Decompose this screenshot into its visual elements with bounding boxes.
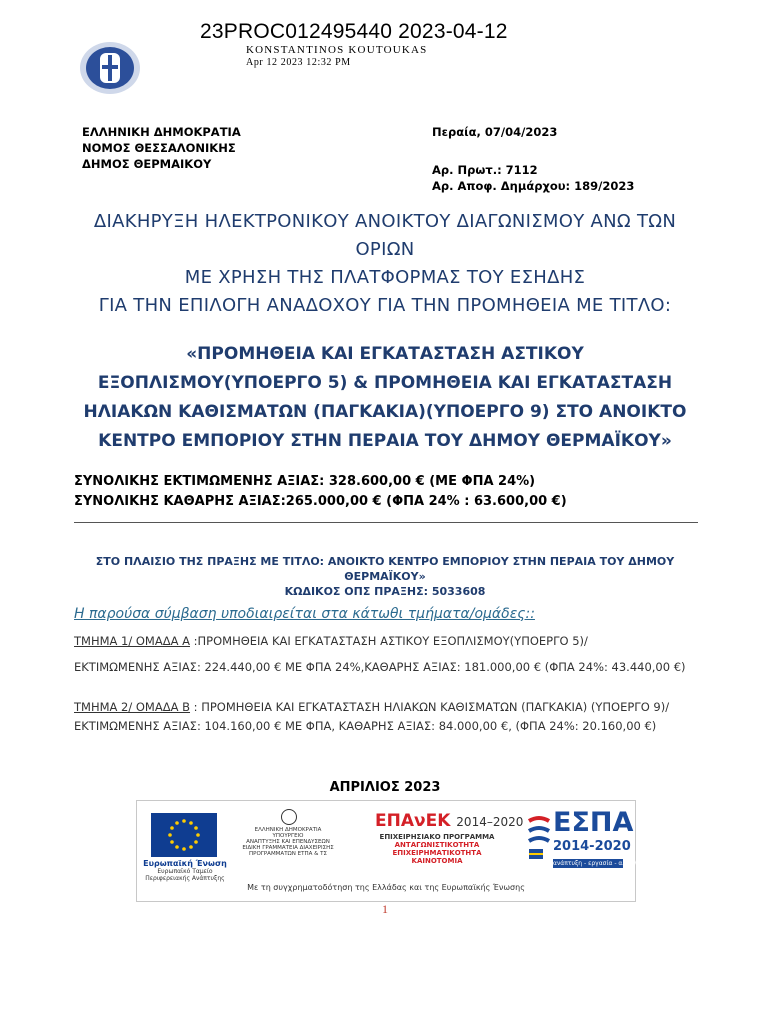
reference-block bbox=[432, 124, 634, 194]
lot-2-text: : ΠΡΟΜΗΘΕΙΑ ΚΑΙ ΕΓΚΑΤΑΣΤΑΣΗ ΗΛΙΑΚΩΝ ΚΑΘΙΣΜΑΤΩΝ (ΠΑΓΚΑΚΙΑ) (ΥΠΟΕΡΓΟ 9)/ΕΚΤΙΜΩΜΕΝΗΣ ΑΞΙΑΣ: 104.160,00 € ΜΕ ΦΠΑ, ΚΑΘΑΡΗΣ ΑΞΙΑΣ: 84.000,00 €, (ΦΠΑ 24%: 20.160,00 €) bbox=[74, 700, 670, 733]
decision-number: Αρ. Αποφ. Δημάρχου: 189/2023 bbox=[432, 179, 635, 193]
page-number: 1 bbox=[382, 902, 388, 916]
issuer-municipality: ΔΗΜΟΣ ΘΕΡΜΑΙΚΟΥ bbox=[82, 157, 212, 171]
title-line: ΓΙΑ ΤΗΝ ΕΠΙΛΟΓΗ ΑΝΑΔΟΧΟΥ ΓΙΑ ΤΗΝ ΠΡΟΜΗΘΕΙΑ ΜΕ ΤΙΤΛΟ: bbox=[98, 295, 672, 316]
subject-line: «ΠΡΟΜΗΘΕΙΑ ΚΑΙ ΕΓΚΑΤΑΣΤΑΣΗ ΑΣΤΙΚΟΥ bbox=[186, 344, 584, 364]
eu-flag-icon bbox=[151, 813, 217, 857]
title-line: ΔΙΑΚΗΡΥΞΗ ΗΛΕΚΤΡΟΝΙΚΟΥ ΑΝΟΙΚΤΟΥ ΔΙΑΓΩΝΙΣΜΟΥ ΑΝΩ ΤΩΝ bbox=[93, 211, 677, 232]
ministry-line: ΥΠΟΥΡΓΕΙΟ bbox=[272, 833, 304, 839]
lot-2-label: ΤΜΗΜΑ 2/ ΟΜΑΔΑ Β bbox=[74, 700, 191, 714]
procurement-subject bbox=[60, 340, 710, 456]
epanek-program bbox=[367, 833, 507, 865]
cofunding-note: Με τη συγχρηματοδότηση της Ελλάδας και της Ευρωπαϊκής Ένωσης bbox=[247, 883, 525, 892]
declaration-title bbox=[60, 208, 710, 320]
lot-1-text: :ΠΡΟΜΗΘΕΙΑ ΚΑΙ ΕΓΚΑΤΑΣΤΑΣΗ ΑΣΤΙΚΟΥ ΕΞΟΠΛΙΣΜΟΥ(ΥΠΟΕΡΓΟ 5)/ bbox=[189, 634, 588, 648]
digital-signer: KONSTANTINOS KOUTOUKAS bbox=[246, 44, 428, 56]
lot-1-label: ΤΜΗΜΑ 1/ ΟΜΑΔΑ Α bbox=[74, 634, 190, 648]
subject-line: ΗΛΙΑΚΩΝ ΚΑΘΙΣΜΑΤΩΝ (ΠΑΓΚΑΚΙΑ)(ΥΠΟΕΡΓΟ 9) ΣΤΟ ΑΝΟΙΚΤΟ bbox=[83, 402, 687, 422]
net-value: ΣΥΝΟΛΙΚΗΣ ΚΑΘΑΡΗΣ ΑΞΙΑΣ:265.000,00 € (ΦΠΑ 24% : 63.600,00 €) bbox=[74, 494, 567, 509]
epanek-line: ΕΠΙΧΕΙΡΗΣΙΑΚΟ ΠΡΟΓΡΑΜΜΑ bbox=[379, 833, 495, 841]
ministry-line: ΑΝΑΠΤΥΞΗΣ ΚΑΙ ΕΠΕΝΔΥΣΕΩΝ bbox=[246, 839, 330, 845]
issue-date: Περαία, 07/04/2023 bbox=[432, 125, 558, 139]
funding-banner bbox=[136, 800, 655, 902]
protocol-number: Αρ. Πρωτ.: 7112 bbox=[432, 163, 538, 177]
ministry-line: ΠΡΟΓΡΑΜΜΑΤΩΝ ΕΤΠΑ & ΤΣ bbox=[249, 851, 327, 857]
espa-years: 2014-2020 bbox=[553, 839, 631, 854]
eu-label bbox=[143, 859, 227, 882]
espa-waves-icon bbox=[527, 813, 551, 869]
epanek-line: ΕΠΙΧΕΙΡΗΜΑΤΙΚΟΤΗΤΑ bbox=[392, 849, 482, 857]
epanek-name: ΕΠΑνΕΚ bbox=[375, 811, 451, 831]
signature-date: Apr 12 2023 12:32 PM bbox=[246, 57, 351, 68]
issuer-prefecture: ΝΟΜΟΣ ΘΕΣΣΑΛΟΝΙΚΗΣ bbox=[82, 141, 236, 155]
eu-label-line: Ευρωπαϊκή Ένωση bbox=[143, 859, 227, 868]
greek-emblem-icon bbox=[281, 809, 297, 825]
epanek-line: ΑΝΤΑΓΩΝΙΣΤΙΚΟΤΗΤΑ bbox=[394, 841, 480, 849]
lot-2 bbox=[74, 698, 702, 736]
issuer-block bbox=[82, 124, 241, 172]
issuer-country: ΕΛΛΗΝΙΚΗ ΔΗΜΟΚΡΑΤΙΑ bbox=[82, 125, 241, 139]
title-line: ΟΡΙΩΝ bbox=[355, 239, 415, 260]
estimated-value: ΣΥΝΟΛΙΚΗΣ ΕΚΤΙΜΩΜΕΝΗΣ ΑΞΙΑΣ: 328.600,00 € (ΜΕ ΦΠΑ 24%) bbox=[74, 474, 536, 489]
greek-emblem-seal-icon bbox=[78, 40, 142, 96]
divider bbox=[74, 522, 698, 523]
eu-label-line: Περιφερειακής Ανάπτυξης bbox=[145, 875, 225, 882]
context-line: ΣΤΟ ΠΛΑΙΣΙΟ ΤΗΣ ΠΡΑΞΗΣ ΜΕ ΤΙΤΛΟ: ΑΝΟΙΚΤΟ ΚΕΝΤΡΟ ΕΜΠΟΡΙΟΥ ΣΤΗΝ ΠΕΡΑΙΑ ΤΟΥ ΔΗΜΟΥ bbox=[95, 555, 675, 568]
title-line: ΜΕ ΧΡΗΣΗ ΤΗΣ ΠΛΑΤΦΟΡΜΑΣ ΤΟΥ ΕΣΗΔΗΣ bbox=[184, 267, 586, 288]
ministry-line: ΕΙΔΙΚΗ ΓΡΑΜΜΑΤΕΙΑ ΔΙΑΧΕΙΡΙΣΗΣ bbox=[242, 845, 334, 851]
lots-heading: Η παρούσα σύμβαση υποδιαιρείται στα κάτωθι τμήματα/ομάδες:: bbox=[74, 606, 535, 622]
epanek-logo bbox=[375, 811, 523, 831]
lot-1-title bbox=[74, 632, 702, 651]
epanek-line: ΚΑΙΝΟΤΟΜΙΑ bbox=[411, 857, 463, 865]
subject-line: ΚΕΝΤΡΟ ΕΜΠΟΡΙΟΥ ΣΤΗΝ ΠΕΡΑΙΑ ΤΟΥ ΔΗΜΟΥ ΘΕΡΜΑΪΚΟΥ» bbox=[98, 431, 672, 451]
ministry-line: ΕΛΛΗΝΙΚΗ ΔΗΜΟΚΡΑΤΙΑ bbox=[254, 827, 322, 833]
epanek-years: 2014–2020 bbox=[456, 815, 524, 829]
eu-label-line: Ευρωπαϊκό Ταμείο bbox=[157, 868, 213, 875]
ministry-text bbox=[235, 827, 341, 857]
total-values bbox=[74, 472, 567, 512]
espa-name: ΕΣΠΑ bbox=[553, 807, 634, 838]
issue-month: ΑΠΡΙΛΙΟΣ 2023 bbox=[329, 780, 441, 795]
ops-code: ΚΩΔΙΚΟΣ ΟΠΣ ΠΡΑΞΗΣ: 5033608 bbox=[284, 585, 486, 598]
context-line: ΘΕΡΜΑΪΚΟΥ» bbox=[344, 570, 426, 583]
lot-1-values: ΕΚΤΙΜΩΜΕΝΗΣ ΑΞΙΑΣ: 224.440,00 € ΜΕ ΦΠΑ 24%,ΚΑΘΑΡΗΣ ΑΞΙΑΣ: 181.000,00 € (ΦΠΑ 24%: 43.440,00 €) bbox=[74, 660, 686, 674]
espa-tagline: ανάπτυξη - εργασία - αλληλεγγύη bbox=[553, 860, 655, 867]
project-context bbox=[70, 554, 700, 599]
subject-line: ΕΞΟΠΛΙΣΜΟΥ(ΥΠΟΕΡΓΟ 5) & ΠΡΟΜΗΘΕΙΑ ΚΑΙ ΕΓΚΑΤΑΣΤΑΣΗ bbox=[97, 373, 673, 393]
document-code: 23PROC012495440 2023-04-12 bbox=[200, 20, 508, 43]
